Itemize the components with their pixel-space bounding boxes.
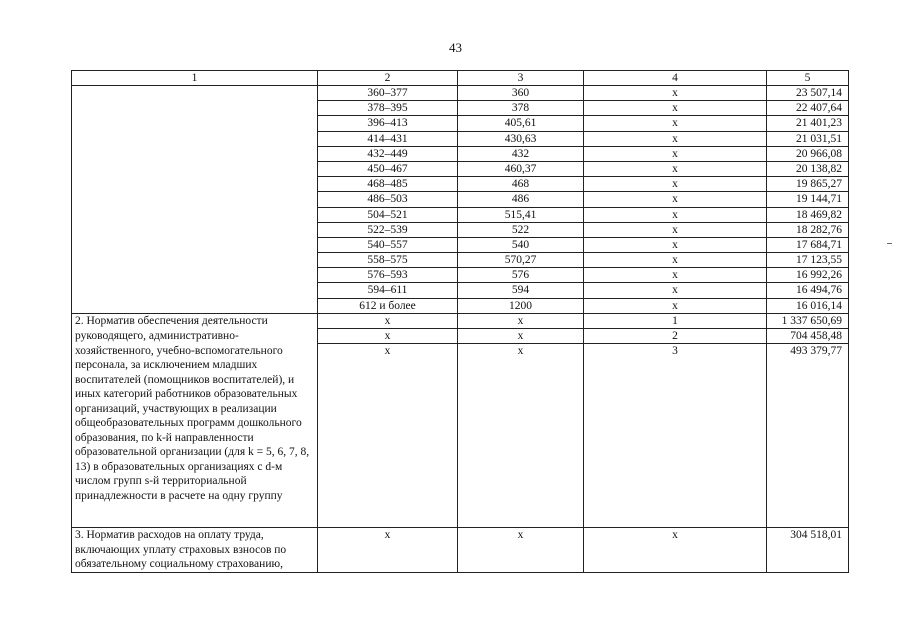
group-range-cell: 522–539	[318, 222, 458, 237]
page-number: 43	[449, 40, 462, 55]
col3-cell: x	[458, 344, 584, 528]
col4-cell: x	[584, 177, 767, 192]
group-value-cell: 515,41	[458, 207, 584, 222]
col4-cell: x	[584, 268, 767, 283]
group-range-cell: 612 и более	[318, 298, 458, 313]
header-row	[72, 71, 849, 86]
group-value-cell: 405,61	[458, 116, 584, 131]
header-col-1: 1	[72, 71, 318, 86]
group-range-cell: 540–557	[318, 237, 458, 252]
section2-description-part: 2. Норматив обеспечения деятельности	[72, 313, 318, 328]
col4-cell: x	[584, 101, 767, 116]
norm-value-cell: 21 401,23	[767, 116, 849, 131]
col4-cell: x	[584, 253, 767, 268]
header-col-2: 2	[318, 71, 458, 86]
norm-value-cell: 16 992,26	[767, 268, 849, 283]
group-value-cell: 576	[458, 268, 584, 283]
norm-value-cell: 20 138,82	[767, 161, 849, 176]
col4-cell: x	[584, 528, 767, 573]
norm-value-cell: 17 123,55	[767, 253, 849, 268]
group-range-cell: 594–611	[318, 283, 458, 298]
norm-value-cell: 23 507,14	[767, 86, 849, 101]
norm-value-cell: 704 458,48	[767, 329, 849, 344]
col4-cell: x	[584, 283, 767, 298]
col2-cell: x	[318, 344, 458, 528]
norm-value-cell: 1 337 650,69	[767, 313, 849, 328]
group-value-cell: 432	[458, 146, 584, 161]
group-range-cell: 378–395	[318, 101, 458, 116]
col2-cell: x	[318, 528, 458, 573]
norm-value-cell: 20 966,08	[767, 146, 849, 161]
col2-cell: x	[318, 329, 458, 344]
col4-cell: x	[584, 86, 767, 101]
group-range-cell: 504–521	[318, 207, 458, 222]
group-value-cell: 1200	[458, 298, 584, 313]
norm-value-cell: 18 469,82	[767, 207, 849, 222]
blank-description-cell	[72, 86, 318, 314]
norm-value-cell: 493 379,77	[767, 344, 849, 528]
group-range-cell: 450–467	[318, 161, 458, 176]
norms-table	[71, 70, 849, 573]
col4-cell: x	[584, 146, 767, 161]
group-value-cell: 522	[458, 222, 584, 237]
table-row	[72, 344, 849, 528]
group-value-cell: 430,63	[458, 131, 584, 146]
norm-value-cell: 18 282,76	[767, 222, 849, 237]
group-value-cell: 594	[458, 283, 584, 298]
col4-cell: x	[584, 116, 767, 131]
group-value-cell: 360	[458, 86, 584, 101]
header-col-4: 4	[584, 71, 767, 86]
col4-cell: x	[584, 222, 767, 237]
group-range-cell: 396–413	[318, 116, 458, 131]
group-range-cell: 486–503	[318, 192, 458, 207]
col4-cell: x	[584, 237, 767, 252]
header-col-5: 5	[767, 71, 849, 86]
group-value-cell: 570,27	[458, 253, 584, 268]
group-value-cell: 486	[458, 192, 584, 207]
k-index-cell: 1	[584, 313, 767, 328]
scan-mark	[887, 243, 892, 244]
table-row	[72, 313, 849, 328]
section2-description-part: руководящего, административно-	[72, 329, 318, 344]
col4-cell: x	[584, 207, 767, 222]
col4-cell: x	[584, 131, 767, 146]
table-row	[72, 86, 849, 101]
col4-cell: x	[584, 161, 767, 176]
col3-cell: x	[458, 528, 584, 573]
header-col-3: 3	[458, 71, 584, 86]
k-index-cell: 3	[584, 344, 767, 528]
group-range-cell: 432–449	[318, 146, 458, 161]
col3-cell: x	[458, 329, 584, 344]
col4-cell: x	[584, 192, 767, 207]
table-row	[72, 528, 849, 573]
k-index-cell: 2	[584, 329, 767, 344]
group-range-cell: 414–431	[318, 131, 458, 146]
group-value-cell: 460,37	[458, 161, 584, 176]
group-range-cell: 468–485	[318, 177, 458, 192]
group-range-cell: 576–593	[318, 268, 458, 283]
norm-value-cell: 304 518,01	[767, 528, 849, 573]
norm-value-cell: 16 016,14	[767, 298, 849, 313]
col2-cell: x	[318, 313, 458, 328]
group-value-cell: 468	[458, 177, 584, 192]
col3-cell: x	[458, 313, 584, 328]
section3-description: 3. Норматив расходов на оплату труда, включающих уплату страховых взносов по обязательному социальному страхованию,	[72, 528, 318, 573]
group-value-cell: 540	[458, 237, 584, 252]
norm-value-cell: 21 031,51	[767, 131, 849, 146]
norm-value-cell: 22 407,64	[767, 101, 849, 116]
norm-value-cell: 19 144,71	[767, 192, 849, 207]
col4-cell: x	[584, 298, 767, 313]
group-range-cell: 558–575	[318, 253, 458, 268]
section2-description-part: хозяйственного, учебно-вспомогательного персонала, за исключением младших воспитателей (помощников воспитателей), и иных категорий работников образовательных организаций, участвующих в реализации общеобразовательных программ дошкольного образования, по k-й направленности образовательной организации (для k = 5, 6, 7, 8, 13) в образовательных организациях с d-м числом групп s-й территориальной принадлежности в расчете на одну группу	[72, 344, 318, 528]
norm-value-cell: 16 494,76	[767, 283, 849, 298]
group-value-cell: 378	[458, 101, 584, 116]
group-range-cell: 360–377	[318, 86, 458, 101]
norm-value-cell: 19 865,27	[767, 177, 849, 192]
norm-value-cell: 17 684,71	[767, 237, 849, 252]
table-row	[72, 329, 849, 344]
